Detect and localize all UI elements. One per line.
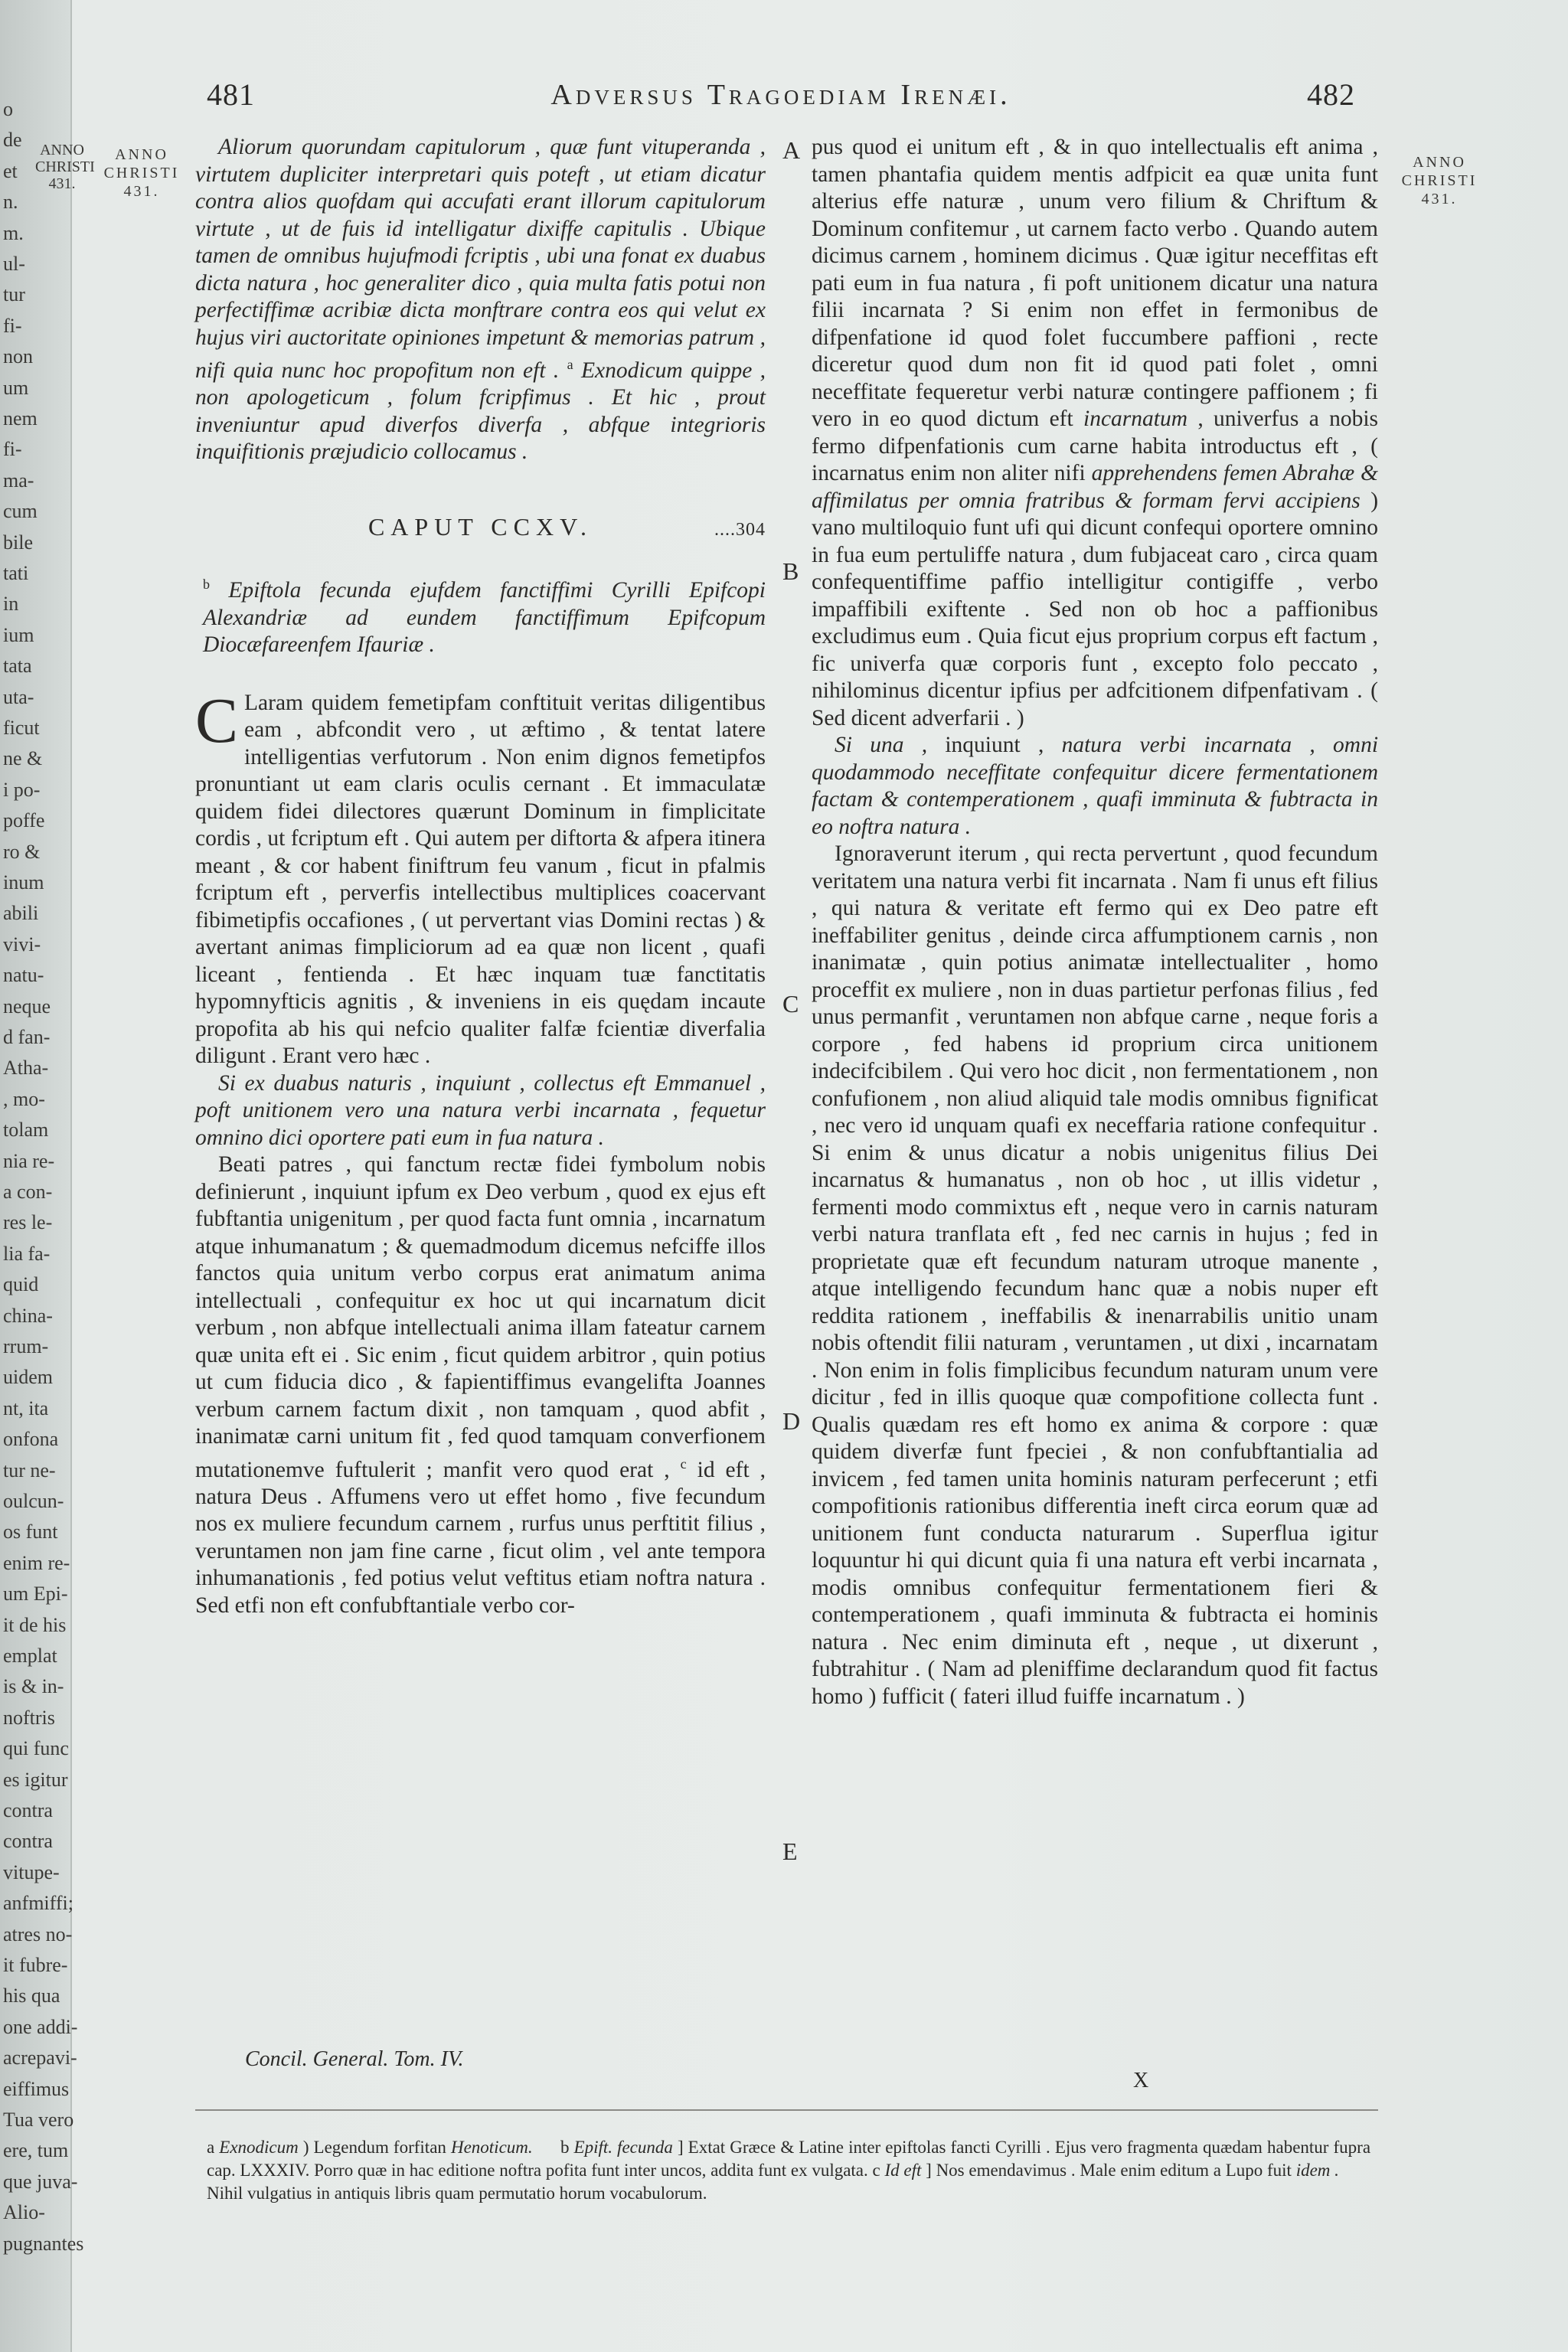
facing-page-fragment: i po- [3, 778, 41, 801]
facing-page-fragment: poffe [3, 809, 45, 832]
facing-page-fragment: tata [3, 655, 32, 678]
facing-page-fragment: cum [3, 500, 38, 523]
gutter-note-line: 431. [48, 175, 76, 192]
facing-page-fragment: acrepavi- [3, 2047, 77, 2069]
facing-page-fragment: contra [3, 1799, 53, 1821]
footnote-marker: c [680, 1455, 687, 1472]
left-column [195, 134, 766, 1619]
facing-page-fragment: contra [3, 1830, 53, 1853]
facing-page-fragment: tur ne- [3, 1459, 56, 1481]
facing-page-fragment: neque [3, 995, 51, 1018]
margin-note-left [88, 145, 195, 201]
section-letter-c: C [782, 990, 799, 1018]
footnote-label: a [207, 2138, 215, 2157]
page-number-left: 481 [207, 77, 255, 112]
paragraph [812, 732, 1378, 841]
text: pus quod ei unitum eft , & in quo intellectualis eft anima , tamen phantafia quidem mentis adfpicit ea quæ unita funt alterius effe naturæ , unum vero filium & Chriftum & Dominum confitemur , ut carnem facto verbo . Quando autem dicimus carnem , hominem dicimus . Quæ igitur neceffitas eft pati eum in fua natura , fi poft unitionem dicatur una natura filii incarnata ? Si enim non effet in fermonibus de difpenfatione id quod folet fuccumbere paffioni , recte diceretur quod dum non fit id quod pati folet , omni neceffitate fequeretur verbi naturæ contingere paffionem ; fi vero in eo quod dictum eft [812, 135, 1378, 431]
facing-page-fragment: de [3, 129, 22, 152]
facing-page-fragment: enim re- [3, 1551, 70, 1574]
page-number-right: 482 [1307, 77, 1355, 112]
gutter-note-line: ANNO [40, 142, 84, 158]
text: Si una , [835, 733, 928, 757]
facing-page-fragment: noftris [3, 1706, 55, 1729]
facing-page-fragment: um Epi- [3, 1583, 68, 1606]
facing-page-fragment: it fubre- [3, 1954, 68, 1976]
facing-page-fragment: et [3, 159, 18, 182]
facing-page-fragment: m. [3, 221, 24, 244]
facing-page-fragment: os funt [3, 1521, 58, 1544]
facing-page-edge [0, 0, 84, 2352]
paragraph [195, 684, 766, 1070]
facing-page-fragment: emplat [3, 1645, 57, 1667]
facing-page-fragment: china- [3, 1304, 53, 1327]
gutter-note-line: CHRISTI [35, 158, 95, 175]
epistola-title [195, 571, 766, 658]
facing-page-fragment: ere, tum [3, 2139, 69, 2162]
paragraph [812, 841, 1378, 1710]
margin-note-line: 431. [123, 183, 160, 200]
drop-capital: C [195, 684, 239, 756]
footnote-label: b [560, 2138, 570, 2157]
footnote [207, 2136, 1370, 2182]
running-title: Adversus Tragoediam Irenæi. [550, 79, 1011, 111]
facing-page-fragment: rrum- [3, 1335, 49, 1357]
facing-page-fragment: onfona [3, 1428, 59, 1451]
facing-page-fragment: tur [3, 283, 25, 306]
facing-page-fragment: atres no- [3, 1922, 73, 1945]
section-letter-e: E [782, 1838, 798, 1865]
facing-page-fragment: res le- [3, 1211, 53, 1234]
gathering-signature: X [1133, 2069, 1149, 2092]
section-letter-d: D [782, 1407, 801, 1435]
text: Aliorum quorundam capitulorum , quæ funt vituperanda , virtutem dupliciter interpretari quis poteft , ut etiam dicatur contra alios quofdam qui accufati erant illorum capitulorum virtute , ut de fuis id intelligatur dixiffe capitulis . Ubique tamen de omnibus hujufmodi fcriptis , ubi una fonat ex duabus dicta natura , hoc generaliter dico , quia multa fatis potui non perfectiffimæ acribiæ dicta monftrare contra eos qui velut ex hujus viri auctoritate opiniones impetunt & memorias patrum , nifi quia nunc hoc propofitum non eft . [195, 135, 766, 383]
facing-page-fragment: uta- [3, 685, 34, 708]
facing-page-fragment: one addi- [3, 2015, 78, 2038]
right-column [812, 134, 1378, 1710]
facing-page-fragment: tati [3, 562, 29, 584]
facing-page-fragment: his qua [3, 1984, 60, 2007]
facing-page-fragment: nia re- [3, 1149, 55, 1172]
paragraph [812, 134, 1378, 732]
text: Laram quidem femetipfam conftituit veritas diligentibus eam , abfcondit vero , ut æftimo , & tentat latere intelligentias verfutorum . Non enim dignos femetipfos pronuntiant ut eam claris oculis cernant . Et immaculatæ quidem fidei dilectores quærunt Dominum in fimplicitate cordis , ut fcriptum eft . Qui autem per diftorta & afpera itinera meant , & cor habent finiftrum feu vanum , ficut in pfalmis fcriptum eft , perverfis intellectibus multiplices coacervant fibimetipfis occafiones , ( ut pervertant vias Domini rectas ) & avertant animas fimpliciorum ad ea quæ non licent , quafi liceant , fentienda . Et hæc inquam tuæ fanctitatis hypomnyfticis agnitis , & inveniens in eis quędam incaute propofita ab his qui nefcio qualiter falfæ fcientiæ diverfalia diligunt . Erant vero hæc . [195, 690, 766, 1069]
facing-page-fragment: tolam [3, 1119, 49, 1142]
gutter-margin-note [35, 142, 95, 192]
facing-page-fragment: Atha- [3, 1057, 49, 1080]
text: Epift. fecunda [573, 2138, 673, 2157]
facing-page-fragment: Tua vero [3, 2109, 74, 2131]
facing-page-fragment: qui func [3, 1737, 69, 1760]
footnote-marker: a [567, 357, 573, 372]
chapter-title: CAPUT CCXV. [368, 512, 593, 541]
footnote [207, 2182, 1370, 2205]
facing-page-fragment: vitupe- [3, 1860, 60, 1883]
section-letter-b: B [782, 557, 799, 585]
margin-note-line: 431. [1421, 191, 1458, 207]
margin-note-line: ANNO [115, 146, 168, 163]
text: id eft , natura Deus . Affumens vero ut effet homo , five fecundum nos ex muliere fecundum carnem , rurfus unus perftitit filius , veruntamen non jam fine carne , ficut olim , vel ante tempora inhumanationis , fed potius velut veftitus etiam noftra natura . Sed etfi non eft confubftantiale verbo cor- [195, 1457, 766, 1618]
facing-page-fragment: natu- [3, 964, 44, 987]
facing-page-fragment: fi- [3, 438, 22, 461]
facing-page-fragment: n. [3, 191, 18, 214]
facing-page-fragment: ium [3, 623, 34, 646]
paragraph [195, 134, 766, 466]
footnote-label: c [872, 2161, 880, 2180]
footnotes [207, 2136, 1370, 2205]
facing-page-fragment: fi- [3, 314, 22, 337]
facing-page-fragment: ro & [3, 840, 41, 863]
text: Epiftola fecunda ejufdem fanctiffimi Cyrilli Epifcopi Alexandriæ ad eundem fanctiffimum Epifcopum Diocæfareenfem Ifauriæ . [203, 578, 766, 658]
chapter-heading [195, 514, 766, 541]
text: Nihil vulgatius in antiquis libris quam permutatio horum vocabulorum. [207, 2184, 707, 2203]
margin-note-right [1386, 153, 1493, 208]
chapter-number: ....304 [714, 519, 766, 540]
facing-page-fragment: non [3, 345, 33, 368]
facing-page-fragment: ne & [3, 747, 43, 770]
text: incarnatum [1083, 407, 1188, 431]
margin-note-line: CHRISTI [1401, 172, 1478, 189]
facing-page-fragment: o [3, 98, 13, 120]
text: Ignoraverunt iterum , qui recta pervertunt , quod fecundum veritatem una natura verbi fit incarnata . Nam fi unus eft filius , qui natura & veritate eft fermo qui ex Deo patre eft ineffabiliter genitus , deinde circa affumptionem carnis , non inanimatæ , quin potius animatæ intellectualiter , homo proceffit ex muliere , non in duas partietur perfonas filius , fed unus permanfit , veruntamen non abfque carne , neque foris a corpore , fed habens id proprium circa unitionem indecifcibilem . Qui vero hoc dicit , non fermentationem , non confufionem , non aliud aliquid tale modis omnibus fignificat , nec vero id unquam quafi ex neceffaria ratione confequitur . Si enim & unus dicatur a nobis unigenitus filius Dei incarnatus & humanatus , non ob hoc , ut illis videtur , fermenti modo commixtus eft , neque vero in carnis naturam verbi natura tranflata eft , fed nec carnis in hujus ; fed in proprietate quæ eft fecundum naturam utroque manente , atque intelligendo fecundum hanc quæ a nobis nuper eft reddita rationem , ineffabilis & inenarrabilis unitio unam nobis oftendit filii naturam , veruntamen , ut dixi , incarnatam . Non enim in folis fimplicibus fecundum naturam unum vere dicitur , fed in illis quoque quæ compofitione collecta funt . Qualis quædam res eft homo ex anima & corpore : quæ quidem diverfæ funt fpeciei , & non confubftantialia ad invicem , fed tamen unita hominis naturam perfecerunt ; etfi compofitionis rationibus differentia ineft circa eorum quæ ad unitionem funt conducta naturarum . Superflua igitur loquuntur hi qui dicunt quia fi una natura eft verbi incarnata , modis omnibus confequitur fermentationem fieri & contemperationem , quafi imminuta & fubtracta ei hominis natura . Nec enim diminuta eft , neque , ut dixerunt , fubtrahitur . ( Nam ad pleniffime declarandum quod fit factus homo ) fufficit ( fateri illud fuiffe incarnatum . ) [812, 841, 1378, 1709]
facing-page-fragment: ul- [3, 253, 25, 275]
facing-page-fragment: ma- [3, 469, 34, 492]
facing-page-fragment: que juva- [3, 2170, 78, 2193]
facing-page-fragment: uidem [3, 1366, 53, 1389]
facing-page-fragment: Alio- [3, 2201, 45, 2224]
text: Id eft [884, 2161, 922, 2180]
facing-page-fragment: oulcun- [3, 1490, 64, 1512]
text: Exnodicum quippe , non apologeticum , folum fcripfimus . Et hic , prout inveniuntur apud diverfos diverfa , abfque integrioris inquifitionis præjudicio collocamus . [195, 358, 766, 465]
text: ] Extat Græce & Latine inter epiftolas fancti Cyrilli . Ejus vero fragmenta quædam habentur fupra cap. LXXXIV. Porro quæ in hac editione noftra pofita funt inter uncos, addita funt ex vulgata. [207, 2138, 1371, 2180]
facing-page-fragment: nt, ita [3, 1396, 49, 1419]
text: inquiunt , [945, 733, 1044, 757]
facing-page-fragment: inum [3, 871, 44, 893]
facing-page-fragment: pugnantes [3, 2232, 84, 2255]
signature-mark: Concil. General. Tom. IV. [245, 2047, 464, 2071]
text: Beati patres , qui fanctum rectæ fidei fymbolum nobis definierunt , inquiunt ipfum ex Deo verbum , quod ex ejus eft fubftantia unigenitum , per quod facta funt omnia , incarnatum atque inhumanatum ; & quemadmodum dicemus nefciffe illos fanctos quia unitum verbo corpus erat animatum anima intellectuali , confequitur ex hoc ut qui incarnatum dicit verbum , non abfque intellectuali anima illam fateatur carnem quæ unita eft ei . Sic enim , ficut quidem arbitror , quin potius ut cum fiducia dico , & fapientiffimus evangelifta Joannes verbum carnem factum dixit , non tamquam , quod abfit , inanimatæ carni unitum fit , fed quod tamquam converfionem mutationemve fuftulerit ; manfit vero quod erat , [195, 1152, 766, 1482]
facing-page-fragment: it de his [3, 1613, 67, 1636]
section-letter-a: A [782, 136, 801, 164]
text: , univerfus a nobis fermo difpenfationis cum carne habita introductus eft , ( incarnatus enim non aliter nifi [812, 407, 1379, 485]
text: Si ex duabus naturis , inquiunt , collectus eft Emmanuel , poft unitionem vero una natura verbi incarnata , fequetur omnino dici oportere pati eum in fua natura . [195, 1070, 766, 1150]
facing-page-fragment: es igitur [3, 1768, 68, 1791]
text: ) Legendum forfitan [302, 2138, 446, 2157]
running-head [207, 77, 1355, 122]
facing-page-fragment: a con- [3, 1181, 53, 1203]
paragraph [195, 1152, 766, 1619]
margin-note-line: CHRISTI [103, 165, 180, 181]
facing-page-fragment: quid [3, 1273, 39, 1296]
text: natura verbi incarnata , omni quodammodo neceffitate confequitur dicere fermentationem factam & contemperationem , quafi imminuta & fubtracta in eo noftra natura . [812, 733, 1379, 839]
facing-page-fragment: abili [3, 902, 39, 925]
facing-page-fragment: ficut [3, 717, 40, 739]
facing-page-fragment: , mo- [3, 1087, 45, 1110]
footnote-rule [195, 2109, 1378, 2111]
facing-page-fragment: is & in- [3, 1675, 64, 1698]
facing-page-fragment: lia fa- [3, 1242, 51, 1265]
margin-note-line: ANNO [1413, 154, 1466, 171]
footnote-marker: b [203, 577, 210, 593]
text: Henoticum. [450, 2138, 533, 2157]
facing-page-fragment: in [3, 593, 19, 616]
text: apprehendens femen Abrahæ & affimilatus per omnia fratribus & formam fervi accipiens [812, 461, 1378, 513]
text: Exnodicum [219, 2138, 299, 2157]
facing-page-fragment: um [3, 376, 29, 399]
facing-page-fragment: d fan- [3, 1026, 51, 1048]
facing-page-fragment: anfmiffi; [3, 1892, 74, 1915]
facing-page-fragment: eiffimus [3, 2077, 70, 2100]
facing-page-fragment: bile [3, 531, 33, 554]
text: idem . [1295, 2161, 1339, 2180]
facing-page-fragment: vivi- [3, 933, 41, 956]
facing-page-fragment: nem [3, 407, 38, 430]
text: ) vano multiloquio funt ufi qui dicunt confequi oportere omnino in fua eum pertuliffe natura , dum fubjaceat caro , circa quam confequentiffime paffio intelligitur contigiffe , verbo impaffibili exiftente . Sed non ob hoc a paffionibus excludimus eum . Quia ficut ejus proprium corpus eft factum , fic univerfa quæ corporis funt , excepto folo peccato , nihilominus dicentur ipfius per adfcitionem difpenfativam . ( Sed dicent adverfarii . ) [812, 488, 1379, 730]
paragraph [195, 1070, 766, 1152]
text: ] Nos emendavimus . Male enim editum a Lupo fuit [926, 2161, 1292, 2180]
